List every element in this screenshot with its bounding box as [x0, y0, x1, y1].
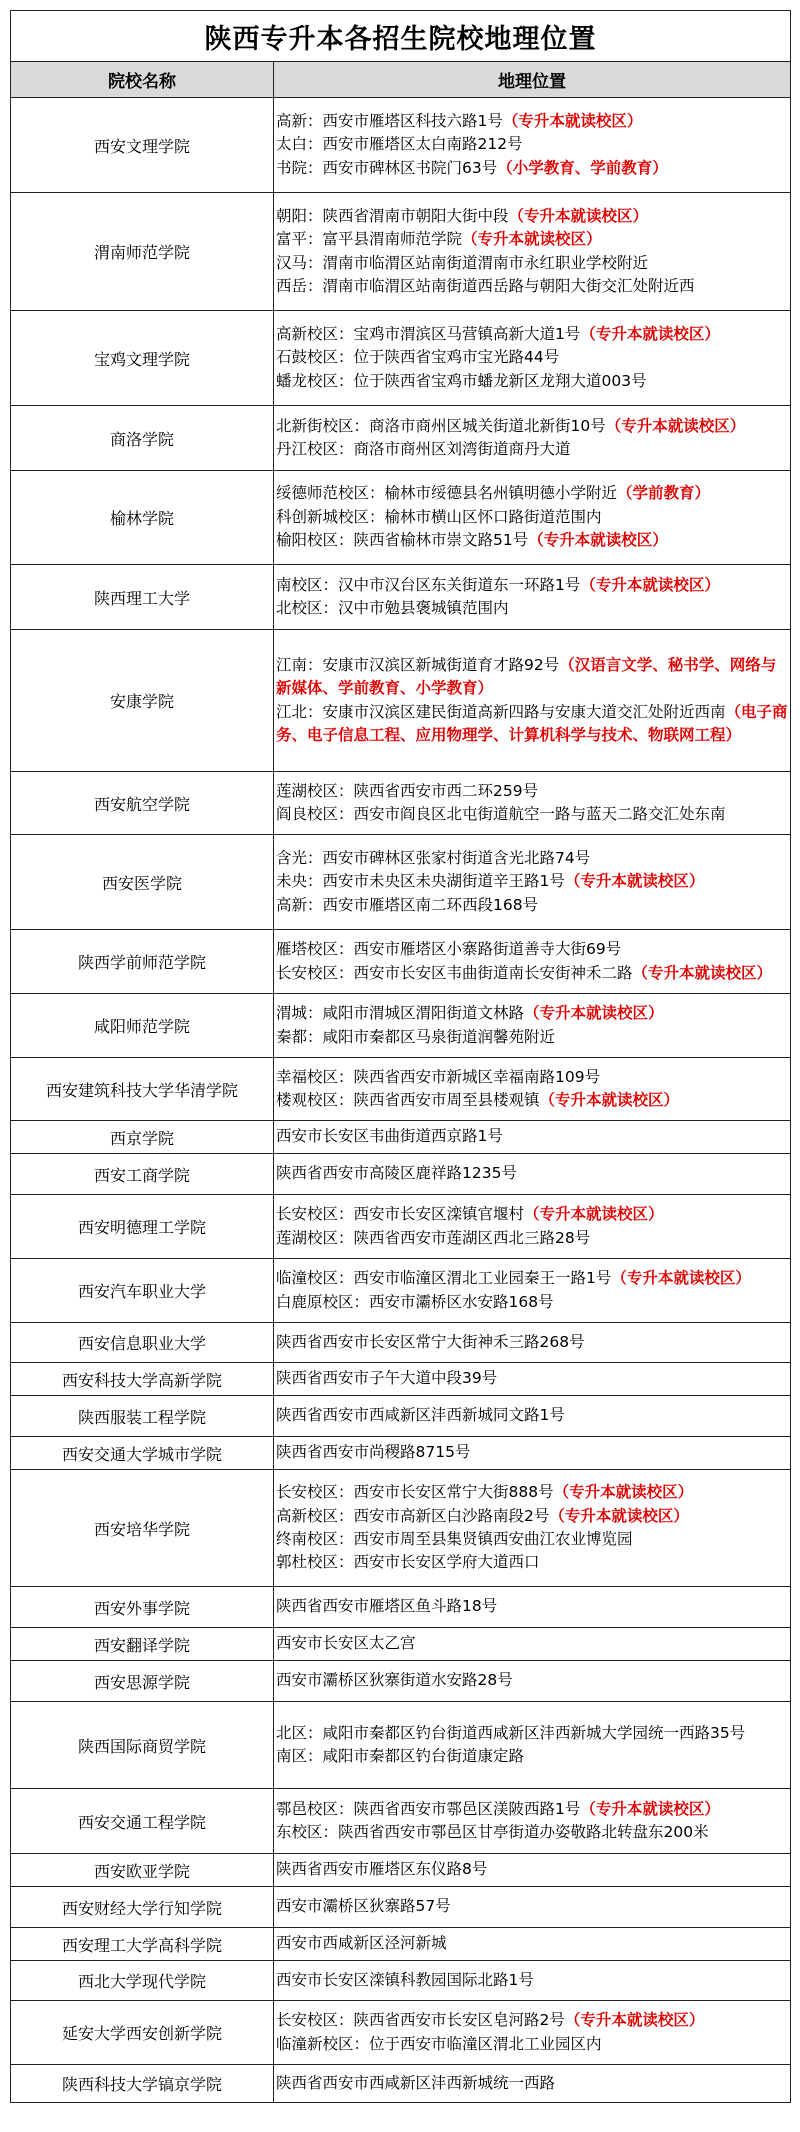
school-name: 西安交通大学城市学院: [11, 1437, 274, 1470]
school-location: [274, 1887, 791, 1928]
campus-note: （专升本就读校区）: [462, 230, 602, 249]
campus-address: 富平：富平县渭南师范学院: [276, 230, 463, 249]
table-row: [11, 1363, 791, 1396]
school-name: 西安培华学院: [11, 1470, 274, 1587]
table-row: [11, 630, 791, 772]
campus-line: [276, 1632, 788, 1655]
campus-line: [276, 1267, 788, 1290]
school-location: [274, 1470, 791, 1587]
school-name: 西安建筑科技大学华清学院: [11, 1058, 274, 1121]
school-name: 宝鸡文理学院: [11, 311, 274, 406]
school-location: [274, 193, 791, 311]
campus-address: 渭城：咸阳市渭城区渭阳街道文林路: [276, 1004, 525, 1023]
table-row: [11, 1437, 791, 1470]
school-location: [274, 1058, 791, 1121]
school-name: 西安信息职业大学: [11, 1323, 274, 1363]
school-location: [274, 565, 791, 630]
campus-address: 含光：西安市碑林区张家村街道含光北路74号: [276, 848, 591, 867]
school-name: 西安文理学院: [11, 98, 274, 193]
campus-line: [276, 2072, 788, 2095]
campus-address: 未央：西安市未央区未央湖街道辛王路1号: [276, 872, 565, 891]
campus-line: [276, 1895, 788, 1918]
campus-address: 西安市长安区太乙宫: [276, 1634, 416, 1653]
campus-note: （专升本就读校区）: [611, 1269, 751, 1288]
campus-line: [276, 597, 788, 620]
campus-line: [276, 110, 788, 133]
campus-address: 西安市西咸新区泾河新城: [276, 1934, 447, 1953]
campus-line: [276, 847, 788, 870]
campus-note: （专升本就读校区）: [580, 1799, 720, 1818]
table-row: [11, 1702, 791, 1789]
school-name: 延安大学西安创新学院: [11, 2001, 274, 2065]
school-name: 西北大学现代学院: [11, 1961, 274, 2001]
campus-note: （专升本就读校区）: [580, 324, 720, 343]
school-name: 西安医学院: [11, 835, 274, 930]
campus-line: [276, 1404, 788, 1427]
campus-address: 陕西省西安市雁塔区东仪路8号: [276, 1860, 488, 1879]
school-location: [274, 1961, 791, 2001]
campus-line: [276, 346, 788, 369]
school-location: [274, 835, 791, 930]
school-location: [274, 1154, 791, 1195]
campus-line: [276, 1551, 788, 1574]
table-row: [11, 835, 791, 930]
school-location: [274, 1928, 791, 1961]
table-row: [11, 994, 791, 1058]
table-row: [11, 1470, 791, 1587]
table-row: [11, 1928, 791, 1961]
table-row: [11, 311, 791, 406]
table-row: [11, 1887, 791, 1928]
table-row: [11, 98, 791, 193]
campus-address: 绥德师范校区：榆林市绥德县名州镇明德小学附近: [276, 484, 618, 503]
campus-address: 长安校区：西安市长安区韦曲街道南长安街神禾二路: [276, 963, 633, 982]
campus-line: [276, 133, 788, 156]
page-title: 陕西专升本各招生院校地理位置: [11, 11, 791, 62]
school-location: [274, 930, 791, 994]
campus-note: （专升本就读校区）: [528, 531, 668, 550]
campus-line: [276, 2033, 788, 2056]
campus-line: [276, 1932, 788, 1955]
campus-note: （专升本就读校区）: [502, 111, 643, 130]
school-name: 西安交通工程学院: [11, 1789, 274, 1854]
campus-line: [276, 529, 788, 552]
campus-line: [276, 415, 788, 438]
campus-address: 高新校区：宝鸡市渭滨区马营镇高新大道1号: [276, 324, 581, 343]
school-name: 西安汽车职业大学: [11, 1259, 274, 1323]
table-row: [11, 1058, 791, 1121]
campus-address: 西岳：渭南市临渭区站南街道西岳路与朝阳大街交汇处附近西: [276, 276, 695, 295]
campus-note: （汉语言文学、秘书学、网络与新媒体、学前教育、小学教育）: [276, 655, 777, 698]
school-location: [274, 1396, 791, 1437]
school-name: 西京学院: [11, 1121, 274, 1154]
school-location: [274, 1702, 791, 1789]
school-location: [274, 1323, 791, 1363]
campus-address: 西安市灞桥区狄寨街道水安路28号: [276, 1671, 513, 1690]
school-name: 西安财经大学行知学院: [11, 1887, 274, 1928]
campus-line: [276, 962, 788, 985]
campus-address: 北区：咸阳市秦都区钓台街道西咸新区沣西新城大学园统一西路35号: [276, 1723, 746, 1742]
school-location: [274, 2001, 791, 2065]
school-name: 西安翻译学院: [11, 1628, 274, 1661]
school-location: [274, 1661, 791, 1702]
campus-address: 莲湖校区：陕西省西安市西二环259号: [276, 781, 539, 800]
campus-address: 陕西省西安市尚稷路8715号: [276, 1443, 471, 1462]
campus-address: 陕西省西安市西咸新区沣西新城统一西路: [276, 2073, 556, 2092]
campus-note: （专升本就读校区）: [580, 575, 720, 594]
school-location: [274, 1195, 791, 1259]
campus-note: （专升本就读校区）: [564, 2011, 705, 2030]
school-name: 榆林学院: [11, 471, 274, 565]
campus-line: [276, 1203, 788, 1226]
table-row: [11, 565, 791, 630]
table-row: [11, 1259, 791, 1323]
campus-line: [276, 1367, 788, 1390]
campus-line: [276, 1089, 788, 1112]
campus-address: 西安市灞桥区狄寨路57号: [276, 1897, 451, 1916]
table-row: [11, 1195, 791, 1259]
campus-note: （电子商务、电子信息工程、应用物理学、计算机科学与技术、物联网工程）: [276, 702, 788, 744]
campus-address: 秦都：咸阳市秦都区马泉街道润馨苑附近: [276, 1027, 556, 1046]
school-location: [274, 772, 791, 835]
school-name: 西安科技大学高新学院: [11, 1363, 274, 1396]
table-row: [11, 1396, 791, 1437]
campus-line: [276, 1528, 788, 1551]
campus-address: 东校区：陕西省西安市鄠邑区甘亭街道办姿敬路北转盘东200米: [276, 1823, 709, 1841]
campus-line: [276, 780, 788, 803]
campus-note: （专升本就读校区）: [564, 872, 705, 891]
campus-line: [276, 1227, 788, 1250]
school-name: 安康学院: [11, 630, 274, 772]
campus-line: [276, 1441, 788, 1464]
campus-address: 楼观校区：陕西省西安市周至县楼观镇: [276, 1091, 540, 1109]
campus-line: [276, 1505, 788, 1528]
campus-line: [276, 654, 788, 701]
campus-address: 汉马：渭南市临渭区站南街道渭南市永红职业学校附近: [276, 253, 649, 272]
school-name: 西安明德理工学院: [11, 1195, 274, 1259]
school-location: [274, 406, 791, 471]
campus-address: 石鼓校区：位于陕西省宝鸡市宝光路44号: [276, 348, 560, 367]
school-name: 商洛学院: [11, 406, 274, 471]
school-location: [274, 630, 791, 772]
school-location-table: [10, 10, 791, 2103]
table-row: [11, 1961, 791, 2001]
school-location: [274, 471, 791, 565]
school-name: 西安思源学院: [11, 1661, 274, 1702]
campus-note: （学前教育）: [617, 484, 711, 503]
campus-line: [276, 2009, 788, 2032]
campus-address: 南区：咸阳市秦都区钓台街道康定路: [276, 1747, 525, 1765]
school-name: 陕西服装工程学院: [11, 1396, 274, 1437]
table-row: [11, 1587, 791, 1628]
campus-address: 阎良校区：西安市阎良区北屯街道航空一路与蓝天二路交汇处东南: [276, 805, 726, 823]
campus-note: （小学教育、学前教育）: [497, 158, 668, 177]
campus-address: 高新：西安市雁塔区南二环西段168号: [276, 895, 539, 914]
school-location: [274, 2065, 791, 2103]
table-row: [11, 1121, 791, 1154]
campus-address: 蟠龙校区：位于陕西省宝鸡市蟠龙新区龙翔大道003号: [276, 371, 647, 390]
campus-line: [276, 1162, 788, 1185]
campus-line: [276, 1331, 788, 1354]
campus-address: 丹江校区：商洛市商州区刘湾街道商丹大道: [276, 440, 571, 458]
campus-address: 陕西省西安市长安区常宁大街神禾三路268号: [276, 1332, 585, 1351]
school-name: 陕西学前师范学院: [11, 930, 274, 994]
school-location: [274, 1587, 791, 1628]
campus-address: 鄠邑校区：陕西省西安市鄠邑区渼陂西路1号: [276, 1799, 581, 1818]
school-name: 咸阳师范学院: [11, 994, 274, 1058]
campus-line: [276, 1002, 788, 1025]
campus-address: 终南校区：西安市周至县集贤镇西安曲江农业博览园: [276, 1530, 633, 1548]
table-row: [11, 1661, 791, 1702]
campus-line: [276, 370, 788, 393]
campus-line: [276, 870, 788, 893]
campus-line: [276, 482, 788, 505]
school-name: 西安航空学院: [11, 772, 274, 835]
campus-line: [276, 1745, 788, 1768]
table-row: [11, 1628, 791, 1661]
campus-address: 高新：西安市雁塔区科技六路1号: [276, 111, 503, 130]
table-row: [11, 1789, 791, 1854]
table-row: [11, 1154, 791, 1195]
campus-address: 长安校区：陕西省西安市长安区皂河路2号: [276, 2011, 565, 2030]
campus-address: 长安校区：西安市长安区常宁大街888号: [276, 1483, 554, 1502]
campus-address: 陕西省西安市雁塔区鱼斗路18号: [276, 1597, 498, 1616]
campus-address: 科创新城校区：榆林市横山区怀口路街道范围内: [276, 507, 602, 526]
school-location: [274, 1363, 791, 1396]
table-row: [11, 1323, 791, 1363]
campus-line: [276, 205, 788, 228]
school-name: 陕西科技大学镐京学院: [11, 2065, 274, 2103]
school-name: 陕西国际商贸学院: [11, 1702, 274, 1789]
campus-address: 长安校区：西安市长安区滦镇官堰村: [276, 1205, 525, 1224]
school-name: 陕西理工大学: [11, 565, 274, 630]
campus-line: [276, 157, 788, 180]
campus-line: [276, 574, 788, 597]
campus-line: [276, 938, 788, 961]
campus-address: 书院：西安市碑林区书院门63号: [276, 158, 498, 177]
table-row: [11, 471, 791, 565]
campus-address: 郭杜校区：西安市长安区学府大道西口: [276, 1553, 540, 1572]
campus-line: [276, 701, 788, 748]
school-location: [274, 1628, 791, 1661]
campus-line: [276, 1669, 788, 1692]
school-location: [274, 98, 791, 193]
campus-line: [276, 1026, 788, 1049]
campus-line: [276, 228, 788, 251]
campus-address: 北新街校区：商洛市商州区城关街道北新街10号: [276, 416, 606, 435]
campus-note: （专升本就读校区）: [524, 1004, 664, 1023]
campus-line: [276, 803, 788, 826]
school-location: [274, 1437, 791, 1470]
school-name: 西安理工大学高科学院: [11, 1928, 274, 1961]
campus-address: 太白：西安市雁塔区太白南路212号: [276, 135, 523, 154]
campus-note: （专升本就读校区）: [549, 1506, 689, 1525]
school-name: 西安工商学院: [11, 1154, 274, 1195]
campus-line: [276, 1969, 788, 1992]
school-name: 西安外事学院: [11, 1587, 274, 1628]
campus-note: （专升本就读校区）: [605, 416, 746, 435]
campus-address: 南校区：汉中市汉台区东关街道东一环路1号: [276, 575, 581, 594]
campus-address: 临潼校区：西安市临潼区渭北工业园秦王一路1号: [276, 1269, 612, 1288]
campus-address: 雁塔校区：西安市雁塔区小寨路街道善寺大街69号: [276, 940, 622, 959]
school-location: [274, 1259, 791, 1323]
campus-line: [276, 1291, 788, 1314]
table-row: [11, 1854, 791, 1887]
school-location: [274, 1121, 791, 1154]
campus-address: 陕西省西安市西咸新区沣西新城同文路1号: [276, 1406, 565, 1425]
campus-address: 白鹿原校区：西安市灞桥区水安路168号: [276, 1292, 554, 1311]
campus-line: [276, 1066, 788, 1089]
campus-note: （专升本就读校区）: [632, 963, 773, 982]
campus-line: [276, 506, 788, 529]
campus-address: 西安市长安区韦曲街道西京路1号: [276, 1127, 503, 1146]
school-location: [274, 1854, 791, 1887]
campus-line: [276, 1858, 788, 1881]
table-row: [11, 930, 791, 994]
campus-address: 幸福校区：陕西省西安市新城区幸福南路109号: [276, 1067, 601, 1086]
campus-address: 榆阳校区：陕西省榆林市崇文路51号: [276, 531, 529, 550]
table-row: [11, 2001, 791, 2065]
campus-address: 陕西省西安市高陵区鹿祥路1235号: [276, 1164, 517, 1183]
table-row: [11, 2065, 791, 2103]
campus-address: 北校区：汉中市勉县褒城镇范围内: [276, 599, 509, 617]
campus-address: 高新校区：西安市高新区白沙路南段2号: [276, 1506, 550, 1525]
school-name: 渭南师范学院: [11, 193, 274, 311]
campus-line: [276, 275, 788, 298]
school-location: [274, 311, 791, 406]
campus-line: [276, 1125, 788, 1148]
table-row: [11, 772, 791, 835]
campus-address: 西安市长安区滦镇科教园国际北路1号: [276, 1970, 534, 1989]
campus-address: 莲湖校区：陕西省西安市莲湖区西北三路28号: [276, 1228, 591, 1247]
table-row: [11, 193, 791, 311]
campus-line: [276, 1481, 788, 1504]
campus-note: （专升本就读校区）: [508, 206, 649, 225]
school-name: 西安欧亚学院: [11, 1854, 274, 1887]
campus-note: （专升本就读校区）: [524, 1205, 664, 1224]
campus-address: 江北：安康市汉滨区建民街道高新四路与安康大道交汇处附近西南: [276, 702, 726, 721]
school-location: [274, 994, 791, 1058]
column-header-location: 地理位置: [274, 62, 791, 98]
campus-note: （专升本就读校区）: [539, 1091, 680, 1109]
campus-line: [276, 1595, 788, 1618]
campus-note: （专升本就读校区）: [553, 1483, 694, 1502]
campus-line: [276, 252, 788, 275]
table-body: [11, 98, 791, 2103]
campus-line: [276, 1798, 788, 1821]
campus-address: 临潼新校区：位于西安市临潼区渭北工业园区内: [276, 2034, 602, 2053]
campus-line: [276, 323, 788, 346]
campus-address: 陕西省西安市子午大道中段39号: [276, 1369, 498, 1388]
campus-address: 江南：安康市汉滨区新城街道育才路92号: [276, 655, 560, 674]
table-row: [11, 406, 791, 471]
campus-line: [276, 1722, 788, 1745]
column-header-school: 院校名称: [11, 62, 274, 98]
campus-line: [276, 438, 788, 461]
campus-line: [276, 1821, 788, 1844]
school-location: [274, 1789, 791, 1854]
campus-line: [276, 894, 788, 917]
campus-address: 朝阳：陕西省渭南市朝阳大街中段: [276, 206, 509, 225]
